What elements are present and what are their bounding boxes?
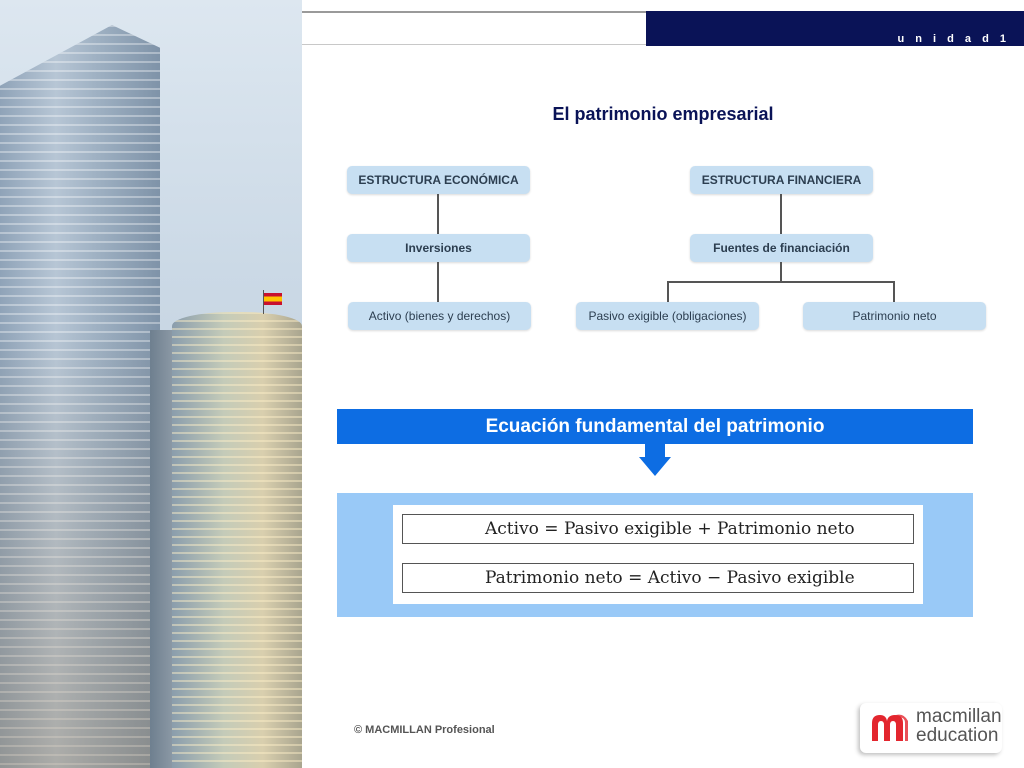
- tower-right: [172, 312, 302, 768]
- unit-label: u n i d a d 1: [897, 33, 1010, 45]
- slide-title: El patrimonio empresarial: [552, 104, 774, 124]
- skyscraper-photo: [0, 0, 302, 768]
- equation-line-1: Activo = Pasivo exigible + Patrimonio neto: [402, 514, 914, 544]
- logo-line-2: education: [916, 725, 999, 746]
- liabilities-box: Pasivo exigible (obligaciones): [576, 302, 759, 330]
- economic-structure-box: ESTRUCTURA ECONÓMICA: [347, 166, 530, 194]
- macmillan-logo: [860, 703, 1002, 753]
- connector-line: [437, 262, 439, 302]
- assets-box: Activo (bienes y derechos): [348, 302, 531, 330]
- copyright-text: © MACMILLAN Profesional: [354, 724, 495, 736]
- flag-icon: [264, 293, 282, 305]
- equity-box: Patrimonio neto: [803, 302, 986, 330]
- connector-line: [780, 262, 782, 282]
- funding-sources-box: Fuentes de financiación: [690, 234, 873, 262]
- tower-middle: [150, 330, 174, 768]
- financial-structure-box: ESTRUCTURA FINANCIERA: [690, 166, 873, 194]
- connector-line: [437, 194, 439, 234]
- tower-left: [0, 25, 160, 768]
- connector-line: [893, 281, 895, 302]
- equation-line-2: Patrimonio neto = Activo − Pasivo exigible: [402, 563, 914, 593]
- header-line: [302, 11, 647, 13]
- header-underline: [302, 44, 647, 45]
- header-bar: [646, 11, 1024, 46]
- connector-line: [667, 281, 669, 302]
- branch-line: [667, 281, 895, 283]
- down-arrow-head-icon: [639, 457, 671, 476]
- investments-box: Inversiones: [347, 234, 530, 262]
- connector-line: [780, 194, 782, 234]
- logo-line-1: macmillan: [916, 706, 1002, 727]
- macmillan-logo-icon: [870, 711, 910, 743]
- equation-banner: Ecuación fundamental del patrimonio: [337, 409, 973, 444]
- logo-text: [916, 707, 1002, 745]
- down-arrow-icon: [645, 444, 665, 458]
